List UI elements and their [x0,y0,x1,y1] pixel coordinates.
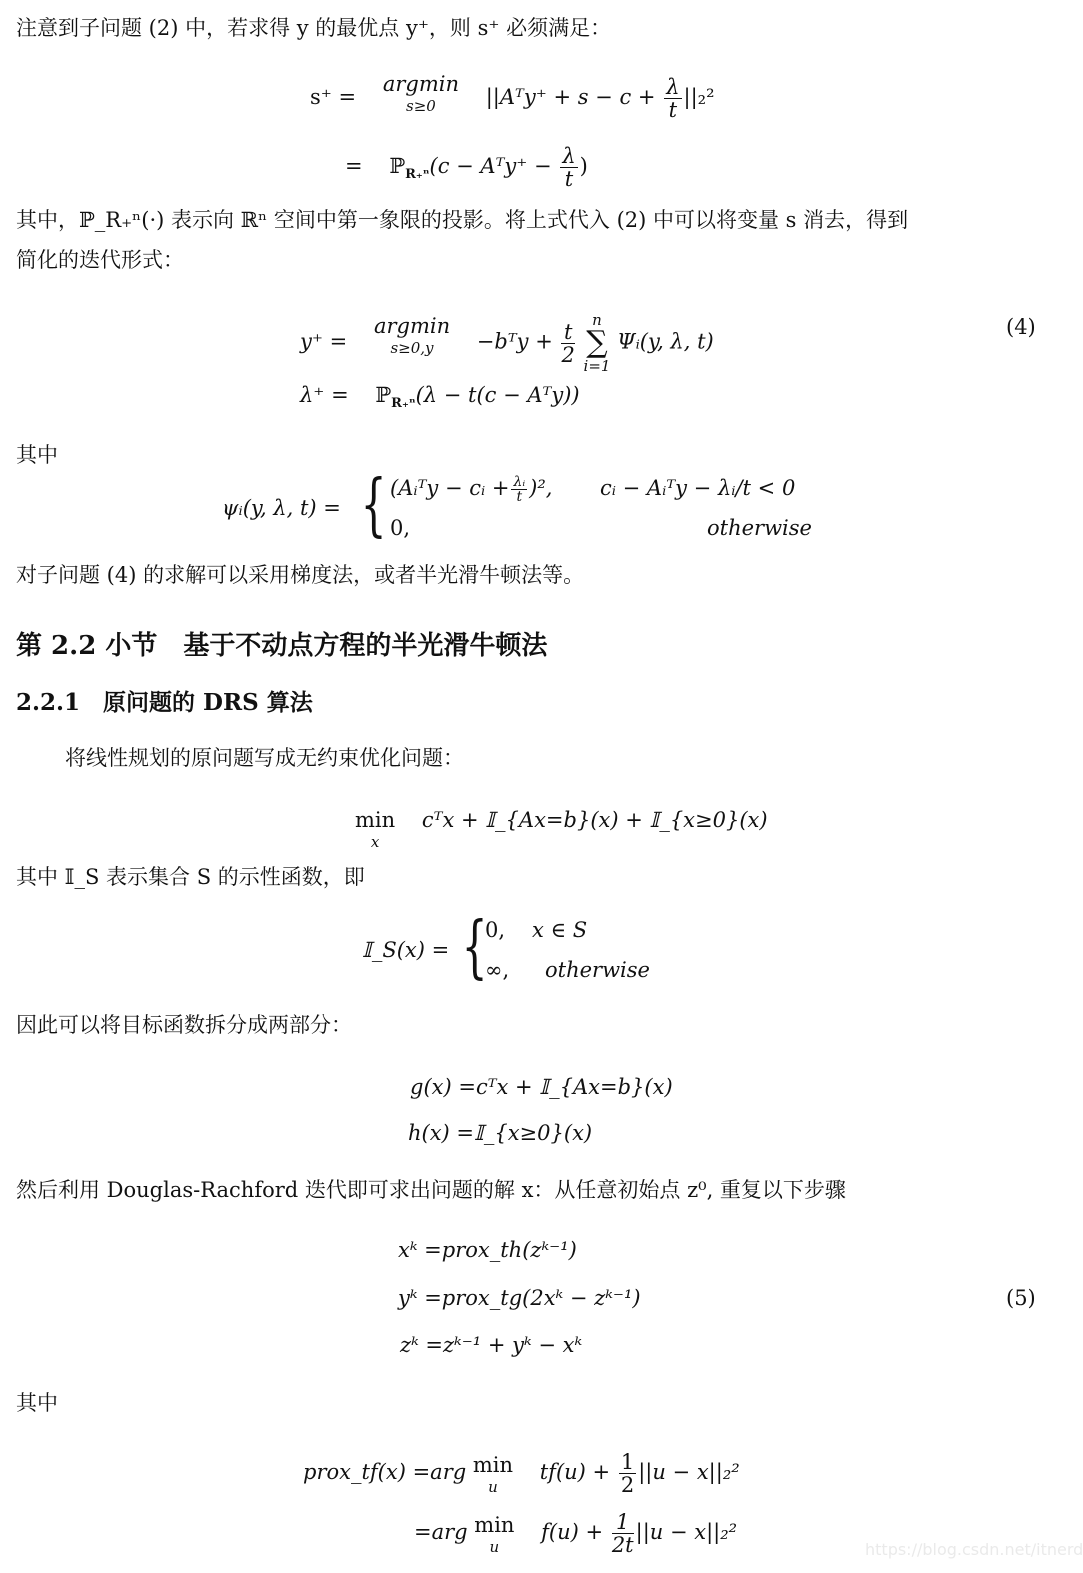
eq-subscript: s≥0 [406,97,436,115]
eq-text: (λ − t(c − Aᵀy)) [415,383,580,407]
equation-s-plus-line1 [310,72,715,122]
watermark: https://blog.csdn.net/itnerd [865,1540,1083,1559]
indicator-case1: 0, [485,918,506,942]
eq-text: )², [529,476,553,500]
eq-text: ||u − x||₂² [635,1520,738,1544]
indicator-case2: ∞, [485,958,510,982]
left-brace: { [461,908,488,987]
eq-subscript: x [370,833,380,851]
equation-4-line2 [300,381,580,418]
equation-s-plus-line2 [345,145,588,190]
denominator: 2 [620,1473,635,1497]
sum-upper: n [592,311,602,329]
eq-text: (Aᵢᵀy − cᵢ + [390,476,510,500]
section-heading: 第 2.2 小节 基于不动点方程的半光滑牛顿法 [16,631,548,661]
numerator: λ [666,75,680,99]
prox-line1 [303,1451,740,1496]
eq-subscript: R₊ⁿ [405,167,430,183]
eq-text: ||Aᵀy⁺ + s − c + [485,85,656,109]
paragraph: 其中，ℙ_R₊ⁿ(·) 表示向 ℝⁿ 空间中第一象限的投影。将上式代入 (2) 中可以将变量 s 消去，得到 [16,208,909,232]
eq-operator: min [472,1453,514,1477]
paragraph: 注意到子问题 (2) 中，若求得 y 的最优点 y⁺，则 s⁺ 必须满足： [16,16,612,40]
denominator: t [516,489,523,505]
eq-subscript: R₊ⁿ [391,396,416,412]
fraction [511,475,527,504]
paragraph: 简化的迭代形式： [16,248,184,272]
eq-subscript: u [488,1478,498,1496]
indicator-condition2: otherwise [545,958,650,982]
denominator: 2 [561,342,575,367]
indicator-condition1: x ∈ S [532,918,588,942]
paragraph: 其中 𝕀_S 表示集合 S 的示性函数，即 [16,865,365,889]
equation-number: (5) [1006,1286,1036,1310]
eq-text: cᵀx + 𝕀_{Ax=b}(x) + 𝕀_{x≥0}(x) [421,808,768,832]
left-brace: { [360,466,387,545]
equation-5-line3: zᵏ =zᵏ⁻¹ + yᵏ − xᵏ [400,1333,583,1357]
equation-h: h(x) =𝕀_{x≥0}(x) [408,1121,593,1145]
fraction [619,1451,636,1496]
equation-5-line2: yᵏ =prox_tg(2xᵏ − zᵏ⁻¹) [398,1286,641,1310]
fraction [560,145,577,190]
psi-case2: 0, [390,516,411,540]
numerator: λᵢ [513,474,526,490]
eq-subscript: u [489,1538,500,1556]
eq-text: tf(u) + [539,1460,611,1484]
eq-text: Ψᵢ(y, λ, t) [617,329,714,354]
paragraph: 将线性规划的原问题写成无约束优化问题： [65,746,464,770]
numerator: λ [562,144,576,168]
sum-symbol: ∑ [586,325,608,360]
eq-text: ||₂² [683,85,715,109]
eq-text: ) [579,154,588,178]
fraction [664,76,681,121]
subsection-heading: 2.2.1 原问题的 DRS 算法 [16,689,313,716]
numerator: 1 [612,1511,634,1534]
psi-case1 [390,474,552,504]
denominator: t [668,98,678,122]
equation-g: g(x) =cᵀx + 𝕀_{Ax=b}(x) [410,1075,673,1099]
paragraph: 因此可以将目标函数拆分成两部分： [16,1013,352,1037]
eq-text: = [345,154,363,178]
equation-4-line1 [300,312,714,374]
paragraph: 对子问题 (4) 的求解可以采用梯度法，或者半光滑牛顿法等。 [16,563,585,587]
eq-operator: argmin [382,72,459,96]
paragraph: 其中 [16,1391,58,1415]
psi-condition1: cᵢ − Aᵢᵀy − λᵢ/t < 0 [600,476,796,500]
indicator-lhs: 𝕀_S(x) = [362,938,450,962]
eq-text: y⁺ = [300,329,348,354]
equation-5-line1: xᵏ =prox_th(zᵏ⁻¹) [398,1238,577,1262]
eq-text: f(u) + [541,1520,604,1544]
eq-text: prox_tf(x) =arg [303,1460,467,1484]
eq-operator: min [474,1513,515,1537]
eq-text: −bᵀy + [476,329,553,354]
denominator: 2t [611,1533,634,1557]
eq-text: λ⁺ = [300,383,349,407]
eq-operator: min [355,808,396,832]
eq-operator: argmin [373,314,451,338]
eq-text: s⁺ = [310,85,357,109]
paragraph: 然后利用 Douglas-Rachford 迭代即可求出问题的解 x：从任意初始点 z⁰, 重复以下步骤 [16,1178,846,1202]
numerator: t [561,321,574,344]
denominator: t [564,167,574,191]
fraction [561,321,574,366]
numerator: 1 [620,1450,635,1474]
eq-text: ℙ [389,154,406,178]
eq-text: ||u − x||₂² [638,1460,740,1484]
equation-number: (4) [1006,315,1036,339]
eq-text: =arg [414,1520,468,1544]
paragraph: 其中 [16,443,58,467]
prox-line2 [414,1511,737,1556]
eq-text: ℙ [375,383,392,407]
psi-condition2: otherwise [707,516,812,540]
fraction [612,1511,634,1556]
eq-subscript: s≥0,y [390,339,434,357]
sum-lower: i=1 [583,357,611,375]
psi-lhs: ψᵢ(y, λ, t) = [222,496,341,520]
equation-min [355,806,768,850]
eq-text: (c − Aᵀy⁺ − [429,154,552,178]
